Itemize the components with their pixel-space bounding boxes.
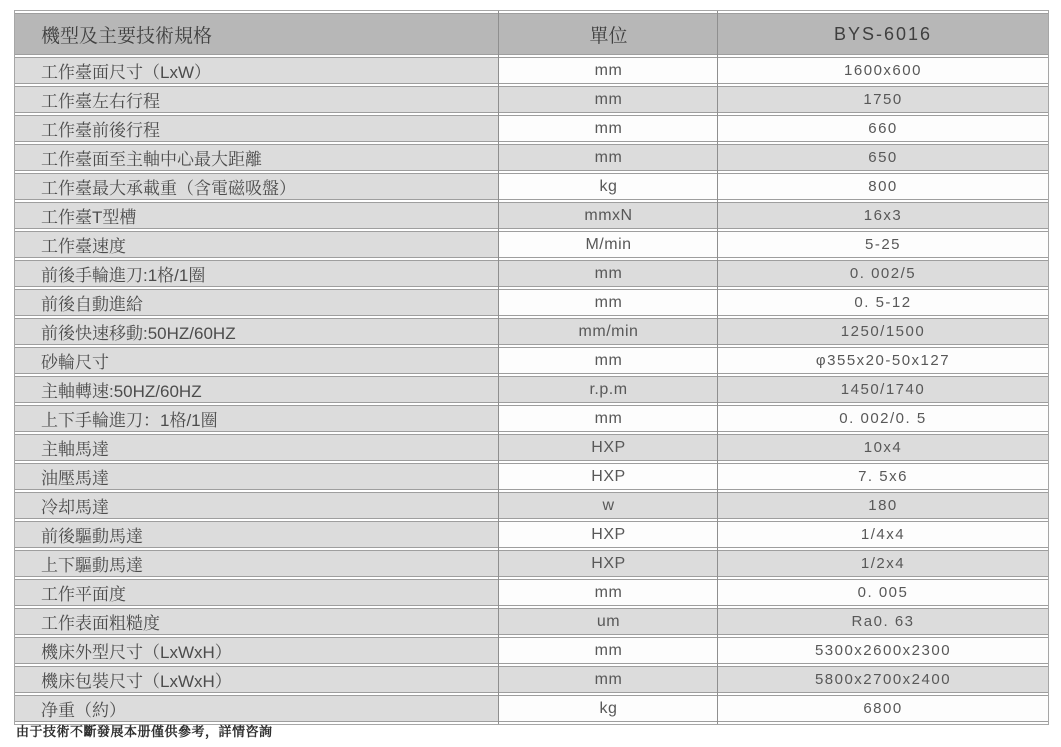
unit-cell: mm (499, 144, 718, 171)
spec-cell: 機床包裝尺寸（LxWxH） (15, 666, 499, 693)
table-row (15, 405, 1048, 432)
spec-cell: 冷却馬達 (15, 492, 499, 519)
value-cell: φ355x20-50x127 (718, 347, 1048, 374)
table-row (15, 260, 1048, 287)
value-cell: 1750 (718, 86, 1048, 113)
header-model-label: BYS-6016 (718, 13, 1048, 55)
spec-cell: 前後快速移動:50HZ/60HZ (15, 318, 499, 345)
unit-cell: mm (499, 405, 718, 432)
value-cell: 1450/1740 (718, 376, 1048, 403)
spec-cell: 工作臺前後行程 (15, 115, 499, 142)
value-cell: 0. 5-12 (718, 289, 1048, 316)
value-cell: 10x4 (718, 434, 1048, 461)
unit-cell: mmxN (499, 202, 718, 229)
unit-cell: mm (499, 579, 718, 606)
spec-cell: 工作表面粗糙度 (15, 608, 499, 635)
spec-cell: 主軸馬達 (15, 434, 499, 461)
table-row (15, 376, 1048, 403)
table-row (15, 666, 1048, 693)
unit-cell: kg (499, 173, 718, 200)
spec-cell: 砂輪尺寸 (15, 347, 499, 374)
header-unit-label: 單位 (499, 13, 718, 55)
header-spec-label: 機型及主要技術規格 (15, 13, 499, 55)
table-row (15, 434, 1048, 461)
unit-cell: mm (499, 115, 718, 142)
value-cell: 5-25 (718, 231, 1048, 258)
value-cell: 0. 005 (718, 579, 1048, 606)
table-row (15, 318, 1048, 345)
unit-cell: mm (499, 347, 718, 374)
unit-cell: mm (499, 86, 718, 113)
value-cell: 800 (718, 173, 1048, 200)
table-row (15, 695, 1048, 722)
spec-cell: 上下驅動馬達 (15, 550, 499, 577)
table-row (15, 347, 1048, 374)
spec-cell: 工作臺T型槽 (15, 202, 499, 229)
table-row (15, 521, 1048, 548)
table-row (15, 608, 1048, 635)
unit-cell: r.p.m (499, 376, 718, 403)
value-cell: 5800x2700x2400 (718, 666, 1048, 693)
header-row (15, 13, 1048, 55)
value-cell: 660 (718, 115, 1048, 142)
spec-cell: 上下手輪進刀：1格/1圈 (15, 405, 499, 432)
table-row (15, 550, 1048, 577)
table-row (15, 637, 1048, 664)
spec-cell: 主軸轉速:50HZ/60HZ (15, 376, 499, 403)
value-cell: 1/2x4 (718, 550, 1048, 577)
unit-cell: HXP (499, 550, 718, 577)
spec-cell: 工作臺面至主軸中心最大距離 (15, 144, 499, 171)
unit-cell: mm (499, 260, 718, 287)
spec-cell: 工作臺速度 (15, 231, 499, 258)
unit-cell: HXP (499, 434, 718, 461)
spec-cell: 工作臺左右行程 (15, 86, 499, 113)
value-cell: 16x3 (718, 202, 1048, 229)
unit-cell: mm (499, 289, 718, 316)
table-row (15, 231, 1048, 258)
value-cell: 1/4x4 (718, 521, 1048, 548)
unit-cell: HXP (499, 463, 718, 490)
value-cell: 0. 002/5 (718, 260, 1048, 287)
value-cell: 6800 (718, 695, 1048, 722)
unit-cell: w (499, 492, 718, 519)
table-row (15, 463, 1048, 490)
value-cell: 180 (718, 492, 1048, 519)
footer-disclaimer: 由于技術不斷發展本册僅供參考，詳情咨詢 (16, 724, 273, 739)
value-cell: Ra0. 63 (718, 608, 1048, 635)
specification-table (14, 10, 1049, 725)
table-row (15, 289, 1048, 316)
spec-cell: 净重（約） (15, 695, 499, 722)
unit-cell: mm (499, 637, 718, 664)
spec-cell: 工作臺最大承載重（含電磁吸盤） (15, 173, 499, 200)
spec-cell: 前後自動進給 (15, 289, 499, 316)
table-row (15, 173, 1048, 200)
value-cell: 0. 002/0. 5 (718, 405, 1048, 432)
spec-cell: 工作臺面尺寸（LxW） (15, 57, 499, 84)
table-body (15, 57, 1048, 722)
value-cell: 650 (718, 144, 1048, 171)
unit-cell: mm (499, 57, 718, 84)
table-row (15, 144, 1048, 171)
value-cell: 7. 5x6 (718, 463, 1048, 490)
table-row (15, 115, 1048, 142)
table-row (15, 202, 1048, 229)
table-header (15, 13, 1048, 55)
unit-cell: mm (499, 666, 718, 693)
value-cell: 1250/1500 (718, 318, 1048, 345)
unit-cell: um (499, 608, 718, 635)
unit-cell: M/min (499, 231, 718, 258)
value-cell: 1600x600 (718, 57, 1048, 84)
table-row (15, 57, 1048, 84)
value-cell: 5300x2600x2300 (718, 637, 1048, 664)
table-row (15, 86, 1048, 113)
table-row (15, 579, 1048, 606)
spec-cell: 工作平面度 (15, 579, 499, 606)
unit-cell: HXP (499, 521, 718, 548)
spec-cell: 機床外型尺寸（LxWxH） (15, 637, 499, 664)
spec-cell: 油壓馬達 (15, 463, 499, 490)
spec-cell: 前後驅動馬達 (15, 521, 499, 548)
unit-cell: mm/min (499, 318, 718, 345)
spec-table (15, 11, 1048, 724)
unit-cell: kg (499, 695, 718, 722)
table-row (15, 492, 1048, 519)
spec-cell: 前後手輪進刀:1格/1圈 (15, 260, 499, 287)
